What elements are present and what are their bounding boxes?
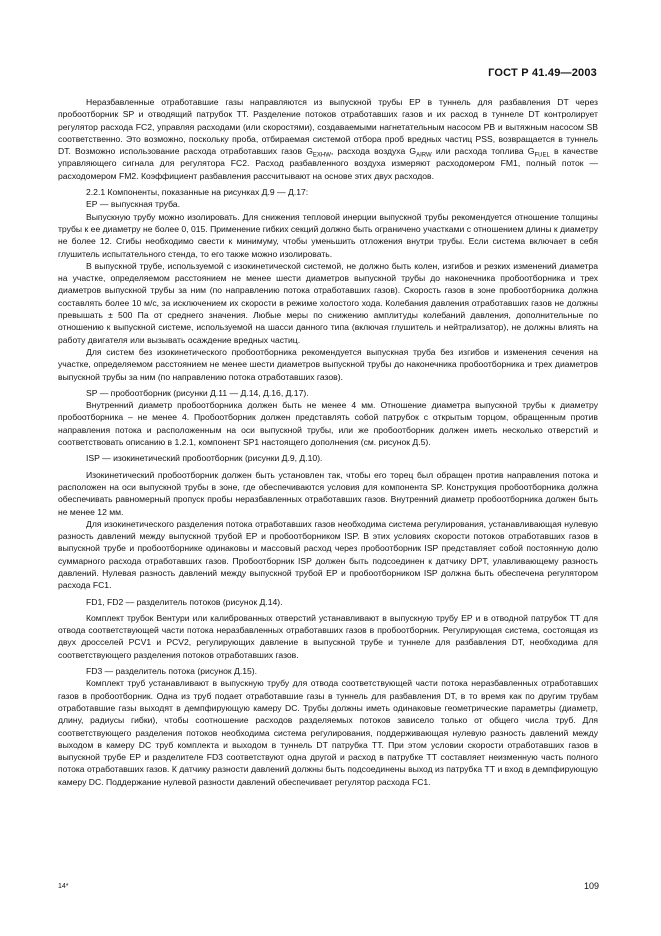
paragraph: Изокинетический пробоотборник должен быть установлен так, чтобы его торец был обращен против направления потока и расположен на оси выпускной трубы в зоне, где обеспечиваются условия для компонента SP. Конструкция пробоотборника должна обеспечивать равномерный пропуск пробы неразбавленных отработавших газов. Внутренний диаметр пробоотборника должен быть не менее 12 мм.	[58, 469, 598, 517]
paragraph: 2.2.1 Компоненты, показанные на рисунках Д.9 — Д.17:	[86, 187, 309, 198]
footer-sheet-mark: 14*	[58, 883, 69, 890]
paragraph: Для систем без изокинетического пробоотборника рекомендуется выпускная труба без изгибов и изменения сечения на участке, определяемом расстоянием не менее шести диаметров выпускной трубы до наконечника пробоотборника и трех диаметров выпускной трубы за ним (по направлению потока отработавших газов).	[58, 346, 598, 382]
paragraph: FD1, FD2 — разделитель потоков (рисунок Д.14).	[86, 596, 283, 607]
paragraph: Для изокинетического разделения потока отработавших газов необходима система регулирования, устанавливающая нулевую разность давлений между выпускной трубой ЕР и пробоотборником ISP. В этих условиях скорости потоков отработавших газов в выпускной трубе и пробоотборнике одинаковы и массовый расход через пробоотборник ISP представляет собой постоянную долю суммарного расхода отработавших газов. Пробоотборник ISP должен быть подсоединен к датчику DPT, улавливающему разность давлений. Нулевая разность давлений между выпускной трубой ЕР и пробоотборником ISP должна быть обеспечена регулятором расхода FC1.	[58, 518, 598, 591]
document-body	[58, 96, 598, 788]
paragraph: ЕР — выпускная труба.	[86, 199, 180, 210]
paragraph: Неразбавленные отработавшие газы направляются из выпускной трубы ЕР в туннель для разбавления DT через пробоотборник SP и отводящий патрубок ТТ. Разделение потоков отработавших газов и их расход в туннеле DT контролирует регулятор расхода FC2, управляя расходами (или скоростями), создаваемыми нагнетательным насосом РВ и вытяжным насосом SB соответственно. Это возможно, поскольку проба, отбираемая системой отбора проб вредных частиц PSS, возвращается в туннель DT. Возможно использование расхода отработавших газов $G_{EXHW}$, расхода воздуха $G_{AIRW}$ или расхода топлива $G_{FUEL}$ в качестве управляющего сигнала для регулятора FC2. Расход разбавленного воздуха измеряют расходомером FM1, полный поток — расходомером FM2. Коэффициент разбавления рассчитывают на основе этих двух расходов.	[58, 97, 598, 181]
paragraph: ISP — изокинетический пробоотборник (рисунки Д.9, Д.10).	[86, 453, 323, 464]
page-number: 109	[583, 881, 599, 891]
document-header: ГОСТ Р 41.49—2003	[488, 67, 597, 79]
paragraph: Внутренний диаметр пробоотборника должен быть не менее 4 мм. Отношение диаметра выпускной трубы к диаметру пробоотборника – не менее 4. Пробоотборник должен представлять собой патрубок с открытым торцом, обращенным против направления потока и расположенным на оси выпускной трубы, или же пробоотборник должен иметь несколько отверстий и соответствовать описанию в 1.2.1, компонент SP1 настоящего дополнения (см. рисунок Д.5).	[58, 400, 598, 448]
paragraph: В выпускной трубе, используемой с изокинетической системой, не должно быть колен, изгибов и резких изменений диаметра на участке, определяемом расстоянием не менее шести диаметров выпускной трубы до наконечника пробоотборника и трех диаметров выпускной трубы за ним (по направлению потока отработавших газов). Скорость газов в зоне пробоотборника должна составлять более 10 м/с, за исключением их скорости в режиме холостого хода. Колебания давления отработавших газов не должны превышать ± 500 Па от среднего значения. Любые меры по снижению амплитуды колебаний давления, дополнительные по отношению к выпускной системе, используемой на шасси данного типа (включая глушитель и нейтрализатор), не должны влиять на работу двигателя или вызывать осаждение вредных частиц.	[58, 260, 598, 345]
paragraph: Комплект труб устанавливают в выпускную трубу для отвода соответствующей части потока неразбавленных отработавших газов в пробоотборник. Одна из труб подает отработавшие газы в туннель для разбавления DT, в то время как по другим трубам отработавшие газы выходят в демпфирующую камеру DC. Трубы должны иметь одинаковые геометрические параметры (диаметр, длину, радиусы гибки), чтобы соотношение расходов разделяемых потоков зависело только от общего числа труб. Для соответствующего разделения потоков необходима система регулирования, поддерживающая нулевую разность давлений между выходом в камеру DC труб комплекта и выходом в туннель DT патрубка ТТ. При этом условии скорости отработавших газов в выпускной трубе ЕР и разделителе FD3 соответствуют одна другой и расход в патрубке ТТ составляет неизменную часть полного потока отработавших газов. К датчику разности давлений должны быть подсоединены выход из патрубка ТТ и вход в демпфирующую камеру DC. Поддержание нулевой разности давлений обеспечивает регулятор расхода FC1.	[58, 678, 598, 787]
paragraph: Выпускную трубу можно изолировать. Для снижения тепловой инерции выпускной трубы рекомендуется отношение толщины трубы к ее диаметру не более 0, 015. Применение гибких секций должно быть ограничено участками с отношением длины к диаметру не более 12. Сгибы необходимо свести к минимуму, чтобы уменьшить отложения внутри трубы. Если система включает в себя глушитель испытательного стенда, то его также можно изолировать.	[58, 211, 598, 259]
paragraph: FD3 — разделитель потока (рисунок Д.15).	[86, 666, 258, 677]
paragraph: SP — пробоотборник (рисунки Д.11 — Д.14, Д.16, Д.17).	[86, 387, 309, 398]
paragraph: Комплект трубок Вентури или калиброванных отверстий устанавливают в выпускную трубу ЕР и в отводной патрубок ТТ для отвода соответствующей части потока неразбавленных отработавших газов в пробоотборник. Регулирующая система, состоящая из двух дросселей PCV1 и PCV2, регулирующих давление в выпускной трубе и туннеле для разбавления DT, необходима для соответствующего разделения потоков отработавших газов.	[58, 612, 598, 660]
